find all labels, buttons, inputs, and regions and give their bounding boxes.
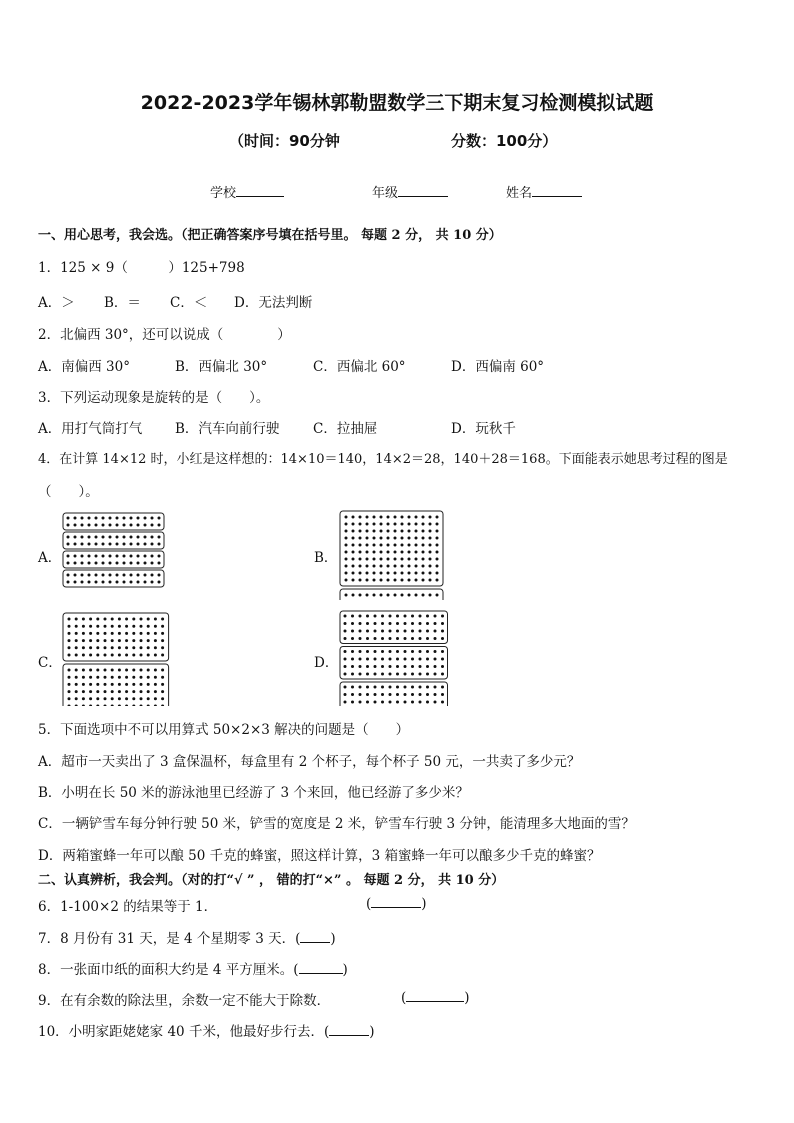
q2-option-b[interactable]: B．西偏北 30° (175, 359, 268, 375)
q1-option-c[interactable]: C．＜ (170, 295, 208, 311)
q10-answer-blank[interactable] (329, 1023, 369, 1036)
dot-block-1 (340, 511, 443, 586)
dot-block-2 (340, 647, 448, 680)
q6-answer-blank[interactable]: ( ) (366, 896, 427, 912)
school-field[interactable] (210, 182, 284, 201)
question-5: 5．下面选项中不可以用算式 50×2×3 解决的问题是（ ） (38, 722, 410, 738)
q4-option-d[interactable]: D． (314, 655, 339, 671)
exam-score: 分数：100分） (451, 132, 558, 150)
dot-block-3 (340, 682, 448, 706)
section1-heading: 一、用心思考，我会选。（把正确答案序号填在括号里。 每题 2 分， 共 10 分） (38, 228, 502, 243)
q1-option-b[interactable]: B．＝ (104, 295, 141, 311)
dot-block-1 (63, 513, 164, 530)
q8-answer-blank[interactable] (299, 961, 343, 974)
dot-block-1 (63, 613, 169, 661)
page-title: 2022-2023学年锡林郭勒盟数学三下期末复习检测模拟试题 (140, 92, 654, 114)
name-field[interactable] (506, 182, 582, 201)
q4-option-b[interactable]: B． (314, 550, 338, 566)
q7-answer-blank[interactable] (300, 930, 330, 943)
question-2: 2．北偏西 30°，还可以说成（ ） (38, 327, 291, 343)
q5-option-a[interactable]: A．超市一天卖出了 3 盒保温杯，每盒里有 2 个杯子，每个杯子 50 元，一共卖了多少元？ (38, 754, 581, 770)
q1-option-d[interactable]: D．无法判断 (234, 295, 313, 311)
q3-option-a[interactable]: A．用打气筒打气 (38, 421, 143, 437)
dot-block-1 (340, 611, 448, 644)
section2-heading: 二、认真辨析，我会判。（对的打“√ ” ， 错的打“×” 。 每题 2 分， 共 10 分） (38, 873, 505, 888)
q5-option-d[interactable]: D．两箱蜜蜂一年可以酿 50 千克的蜂蜜，照这样计算，3 箱蜜蜂一年可以酿多少千克的蜂蜜？ (38, 848, 601, 864)
question-1: 1．125 × 9（ ）125+798 (38, 260, 245, 276)
grade-label: 年级 (372, 186, 399, 201)
dot-block-4 (63, 570, 164, 587)
dot-figure-b (339, 510, 453, 600)
dot-block-2 (63, 532, 164, 549)
q2-option-d[interactable]: D．西偏南 60° (451, 359, 545, 375)
question-8: 8．一张面巾纸的面积大约是 4 平方厘米。( ) (38, 962, 348, 978)
school-label: 学校 (210, 186, 237, 201)
q3-option-b[interactable]: B．汽车向前行驶 (175, 421, 280, 437)
q3-option-c[interactable]: C．拉抽屉 (313, 421, 378, 437)
question-10: 10．小明家距姥姥家 40 千米，他最好步行去．( ) (38, 1024, 375, 1040)
dot-figure-a (62, 512, 170, 598)
q4-option-c[interactable]: C． (38, 655, 62, 671)
question-7: 7．8 月份有 31 天，是 4 个星期零 3 天．( ) (38, 931, 336, 947)
dot-figure-c (62, 612, 176, 706)
dot-figure-d (339, 610, 459, 706)
q5-option-b[interactable]: B．小明在长 50 米的游泳池里已经游了 3 个来回，他已经游了多少米？ (38, 785, 469, 801)
q2-option-a[interactable]: A．南偏西 30° (38, 359, 130, 375)
q2-option-c[interactable]: C．西偏北 60° (313, 359, 406, 375)
question-4: 4．在计算 14×12 时，小红是这样想的：14×10＝140，14×2＝28，140＋28＝168。下面能表示她思考过程的图是 (38, 452, 728, 467)
q3-option-d[interactable]: D．玩秋千 (451, 421, 516, 437)
name-label: 姓名 (506, 186, 533, 201)
question-4-blank: （ ）。 (38, 484, 99, 500)
q1-option-a[interactable]: A．＞ (38, 295, 75, 311)
q5-option-c[interactable]: C．一辆铲雪车每分钟行驶 50 米，铲雪的宽度是 2 米，铲雪车行驶 3 分钟，能清理多大地面的雪？ (38, 816, 635, 832)
dot-block-3 (63, 551, 164, 568)
exam-time: （时间：90分钟 (229, 132, 340, 150)
question-6: 6．1-100×2 的结果等于 1． (38, 899, 218, 915)
question-3: 3．下列运动现象是旋转的是（ ）。 (38, 390, 270, 406)
grade-field[interactable] (372, 182, 448, 201)
dot-block-2 (340, 589, 443, 600)
q4-option-a[interactable]: A． (38, 550, 62, 566)
question-9: 9．在有余数的除法里，余数一定不能大于除数． (38, 993, 331, 1009)
dot-block-2 (63, 664, 169, 706)
q9-answer-blank[interactable]: ( ) (401, 990, 470, 1006)
